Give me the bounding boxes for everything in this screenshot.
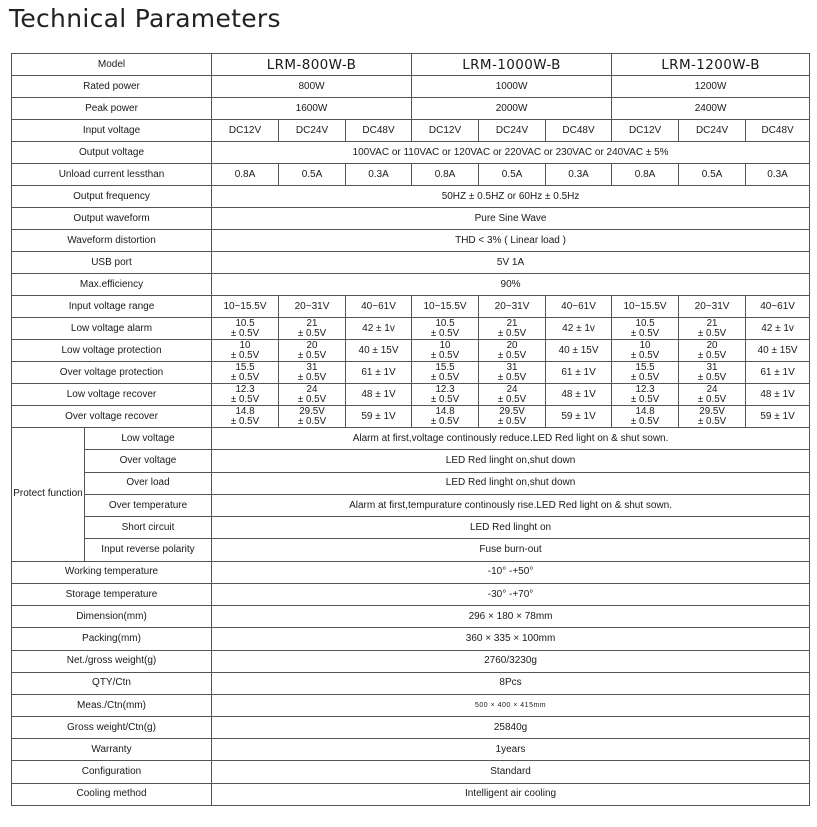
cell <box>279 362 346 384</box>
row-label: Meas./Ctn(mm) <box>12 694 212 716</box>
cell: 40~61V <box>546 296 612 318</box>
table-row <box>12 340 810 362</box>
value-line: 14.8 <box>435 406 455 417</box>
value-line: 20 <box>506 340 518 351</box>
tolerance-line: ± 0.5V <box>630 327 660 339</box>
value-line: 31 <box>506 362 518 373</box>
value-line: 15.5 <box>435 362 455 373</box>
tolerance-line: ± 0.5V <box>230 393 260 405</box>
value-line: 59 ± 1V <box>561 410 596 422</box>
table-row <box>12 318 810 340</box>
cell: DC12V <box>412 120 479 142</box>
cell <box>679 362 746 384</box>
cell: -10° -+50° <box>212 561 810 583</box>
table-row <box>12 208 810 230</box>
cell: 1000W <box>412 76 612 98</box>
tolerance-line: ± 0.5V <box>697 393 727 405</box>
row-label: Output frequency <box>12 186 212 208</box>
cell <box>546 362 612 384</box>
value-line: 61 ± 1V <box>760 366 795 378</box>
protect-item-label: Short circuit <box>85 517 212 539</box>
cell <box>479 318 546 340</box>
protect-item-value: Alarm at first,tempurature continously rise.LED Red light on & shut sown. <box>212 494 810 516</box>
tolerance-line: ± 0.5V <box>230 415 260 427</box>
cell: Pure Sine Wave <box>212 208 810 230</box>
cell <box>346 340 412 362</box>
value-line: 48 ± 1V <box>361 388 396 400</box>
row-label: Storage temperature <box>12 583 212 605</box>
protect-item-value: Fuse burn-out <box>212 539 810 561</box>
value-line: 61 ± 1V <box>361 366 396 378</box>
row-label: Low voltage recover <box>12 384 212 406</box>
row-label: Input voltage <box>12 120 212 142</box>
row-label: Output voltage <box>12 142 212 164</box>
tolerance-line: ± 0.5V <box>697 327 727 339</box>
cell: 360 × 335 × 100mm <box>212 628 810 650</box>
cell: 2000W <box>412 98 612 120</box>
cell <box>346 384 412 406</box>
table-row <box>12 783 810 805</box>
row-label: Waveform distortion <box>12 230 212 252</box>
cell: 0.5A <box>279 164 346 186</box>
tolerance-line: ± 0.5V <box>430 415 460 427</box>
cell <box>746 362 810 384</box>
table-row <box>12 142 810 164</box>
cell: 1years <box>212 739 810 761</box>
row-label: Over voltage protection <box>12 362 212 384</box>
cell: 0.5A <box>479 164 546 186</box>
cell: 500 × 400 × 415mm <box>212 694 810 716</box>
cell <box>612 362 679 384</box>
value-line: 21 <box>706 318 718 329</box>
row-label: Packing(mm) <box>12 628 212 650</box>
cell <box>279 340 346 362</box>
table-row <box>12 561 810 583</box>
value-line: 24 <box>506 384 518 395</box>
row-label: Rated power <box>12 76 212 98</box>
value-line: 29.5V <box>499 406 525 417</box>
cell: DC12V <box>212 120 279 142</box>
row-label: Dimension(mm) <box>12 606 212 628</box>
cell: Intelligent air cooling <box>212 783 810 805</box>
row-label: Input voltage range <box>12 296 212 318</box>
tolerance-line: ± 0.5V <box>297 415 327 427</box>
value-line: 14.8 <box>635 406 655 417</box>
tolerance-line: ± 0.5V <box>430 393 460 405</box>
cell: 2400W <box>612 98 810 120</box>
cell: 0.5A <box>679 164 746 186</box>
cell <box>479 362 546 384</box>
table-row <box>12 650 810 672</box>
table-row <box>12 164 810 186</box>
cell: 90% <box>212 274 810 296</box>
cell <box>346 362 412 384</box>
tolerance-line: ± 0.5V <box>430 327 460 339</box>
protect-item-label: Input reverse polarity <box>85 539 212 561</box>
table-row <box>12 406 810 428</box>
cell: 0.8A <box>412 164 479 186</box>
protect-item-value: LED Red linght on,shut down <box>212 472 810 494</box>
tolerance-line: ± 0.5V <box>230 371 260 383</box>
tolerance-line: ± 0.5V <box>297 327 327 339</box>
cell <box>679 318 746 340</box>
row-label: USB port <box>12 252 212 274</box>
table-row <box>12 428 810 450</box>
row-label: Net./gross weight(g) <box>12 650 212 672</box>
cell <box>479 384 546 406</box>
value-line: 24 <box>306 384 318 395</box>
row-label: Low voltage protection <box>12 340 212 362</box>
row-label: Max.efficiency <box>12 274 212 296</box>
cell <box>746 340 810 362</box>
tolerance-line: ± 0.5V <box>297 371 327 383</box>
value-line: 10.5 <box>235 318 255 329</box>
cell <box>546 384 612 406</box>
protect-function-label: Protect function <box>12 428 85 562</box>
protect-item-value: Alarm at first,voltage continously reduce.LED Red light on & shut sown. <box>212 428 810 450</box>
table-row <box>12 739 810 761</box>
cell <box>412 340 479 362</box>
cell <box>612 318 679 340</box>
cell: 10~15.5V <box>412 296 479 318</box>
cell: 20~31V <box>279 296 346 318</box>
cell: 1600W <box>212 98 412 120</box>
cell <box>746 406 810 428</box>
value-line: 40 ± 15V <box>358 344 399 356</box>
value-line: 20 <box>706 340 718 351</box>
cell <box>279 406 346 428</box>
tolerance-line: ± 0.5V <box>630 349 660 361</box>
table-row <box>12 472 810 494</box>
row-label: Peak power <box>12 98 212 120</box>
table-row <box>12 606 810 628</box>
table-row <box>12 628 810 650</box>
table-row <box>12 450 810 472</box>
cell <box>679 384 746 406</box>
cell <box>612 340 679 362</box>
cell: DC24V <box>679 120 746 142</box>
page-title: Technical Parameters <box>9 4 281 33</box>
value-line: 59 ± 1V <box>361 410 396 422</box>
value-line: 31 <box>706 362 718 373</box>
tolerance-line: ± 0.5V <box>230 327 260 339</box>
table-row <box>12 252 810 274</box>
model-name: LRM-800W-B <box>212 54 412 76</box>
tolerance-line: ± 0.5V <box>630 393 660 405</box>
protect-item-label: Over load <box>85 472 212 494</box>
table-row <box>12 76 810 98</box>
cell <box>212 318 279 340</box>
table-row <box>12 98 810 120</box>
value-line: 31 <box>306 362 318 373</box>
cell <box>746 318 810 340</box>
table-row <box>12 230 810 252</box>
cell <box>546 340 612 362</box>
cell: DC12V <box>612 120 679 142</box>
tolerance-line: ± 0.5V <box>430 371 460 383</box>
value-line: 20 <box>306 340 318 351</box>
table-row <box>12 186 810 208</box>
cell <box>612 384 679 406</box>
spec-table-body <box>12 54 810 806</box>
cell: THD < 3% ( Linear load ) <box>212 230 810 252</box>
protect-item-label: Over voltage <box>85 450 212 472</box>
value-line: 42 ± 1v <box>562 322 595 334</box>
cell <box>412 318 479 340</box>
table-row <box>12 717 810 739</box>
row-label: Gross weight/Ctn(g) <box>12 717 212 739</box>
tolerance-line: ± 0.5V <box>230 349 260 361</box>
value-line: 42 ± 1v <box>761 322 794 334</box>
tolerance-line: ± 0.5V <box>497 327 527 339</box>
protect-item-label: Low voltage <box>85 428 212 450</box>
tolerance-line: ± 0.5V <box>497 393 527 405</box>
cell: 20~31V <box>679 296 746 318</box>
cell <box>212 384 279 406</box>
row-label: Model <box>12 54 212 76</box>
cell: 10~15.5V <box>212 296 279 318</box>
tolerance-line: ± 0.5V <box>697 349 727 361</box>
protect-item-value: LED Red linght on,shut down <box>212 450 810 472</box>
cell <box>412 384 479 406</box>
table-row <box>12 384 810 406</box>
cell: 0.8A <box>212 164 279 186</box>
model-name: LRM-1200W-B <box>612 54 810 76</box>
value-line: 14.8 <box>235 406 255 417</box>
value-line: 61 ± 1V <box>561 366 596 378</box>
row-label: Warranty <box>12 739 212 761</box>
cell <box>412 362 479 384</box>
value-line: 59 ± 1V <box>760 410 795 422</box>
cell: 5V 1A <box>212 252 810 274</box>
cell: 296 × 180 × 78mm <box>212 606 810 628</box>
table-row <box>12 120 810 142</box>
cell: DC48V <box>746 120 810 142</box>
tolerance-line: ± 0.5V <box>497 415 527 427</box>
protect-item-label: Over temperature <box>85 494 212 516</box>
protect-item-value: LED Red linght on <box>212 517 810 539</box>
tolerance-line: ± 0.5V <box>497 349 527 361</box>
row-label: Over voltage recover <box>12 406 212 428</box>
row-label: Output waveform <box>12 208 212 230</box>
cell <box>679 340 746 362</box>
cell: 40~61V <box>346 296 412 318</box>
value-line: 12.3 <box>435 384 455 395</box>
value-line: 48 ± 1V <box>561 388 596 400</box>
cell: Standard <box>212 761 810 783</box>
cell: 40~61V <box>746 296 810 318</box>
tolerance-line: ± 0.5V <box>297 349 327 361</box>
cell: 800W <box>212 76 412 98</box>
cell <box>746 384 810 406</box>
table-row <box>12 672 810 694</box>
tolerance-line: ± 0.5V <box>297 393 327 405</box>
cell: 25840g <box>212 717 810 739</box>
tolerance-line: ± 0.5V <box>630 415 660 427</box>
value-line: 48 ± 1V <box>760 388 795 400</box>
value-line: 21 <box>306 318 318 329</box>
tolerance-line: ± 0.5V <box>697 415 727 427</box>
cell: 50HZ ± 0.5HZ or 60Hz ± 0.5Hz <box>212 186 810 208</box>
row-label: Low voltage alarm <box>12 318 212 340</box>
cell <box>212 362 279 384</box>
cell: 1200W <box>612 76 810 98</box>
row-label: Cooling method <box>12 783 212 805</box>
value-line: 40 ± 15V <box>757 344 798 356</box>
cell <box>412 406 479 428</box>
cell: 2760/3230g <box>212 650 810 672</box>
cell: DC48V <box>346 120 412 142</box>
cell: DC24V <box>279 120 346 142</box>
tolerance-line: ± 0.5V <box>630 371 660 383</box>
row-label: Working temperature <box>12 561 212 583</box>
table-row <box>12 274 810 296</box>
row-label: Unload current lessthan <box>12 164 212 186</box>
cell: 0.3A <box>346 164 412 186</box>
value-line: 12.3 <box>635 384 655 395</box>
row-label: QTY/Ctn <box>12 672 212 694</box>
cell: 10~15.5V <box>612 296 679 318</box>
model-name: LRM-1000W-B <box>412 54 612 76</box>
value-line: 10 <box>439 340 451 351</box>
value-line: 29.5V <box>299 406 325 417</box>
cell <box>212 406 279 428</box>
tolerance-line: ± 0.5V <box>497 371 527 383</box>
value-line: 10.5 <box>435 318 455 329</box>
table-row <box>12 761 810 783</box>
value-line: 24 <box>706 384 718 395</box>
table-row <box>12 296 810 318</box>
cell: 20~31V <box>479 296 546 318</box>
table-row <box>12 517 810 539</box>
cell <box>612 406 679 428</box>
cell <box>279 384 346 406</box>
cell: 0.8A <box>612 164 679 186</box>
cell: 0.3A <box>746 164 810 186</box>
value-line: 10 <box>239 340 251 351</box>
spec-table <box>11 53 810 806</box>
value-line: 12.3 <box>235 384 255 395</box>
cell <box>679 406 746 428</box>
cell: 8Pcs <box>212 672 810 694</box>
row-label: Configuration <box>12 761 212 783</box>
cell <box>346 318 412 340</box>
table-row <box>12 494 810 516</box>
value-line: 10.5 <box>635 318 655 329</box>
cell <box>546 406 612 428</box>
cell <box>546 318 612 340</box>
value-line: 40 ± 15V <box>558 344 599 356</box>
value-line: 15.5 <box>235 362 255 373</box>
cell <box>479 406 546 428</box>
tolerance-line: ± 0.5V <box>697 371 727 383</box>
cell <box>479 340 546 362</box>
value-line: 42 ± 1v <box>362 322 395 334</box>
table-row <box>12 694 810 716</box>
table-row <box>12 362 810 384</box>
value-line: 21 <box>506 318 518 329</box>
value-line: 10 <box>639 340 651 351</box>
cell: DC48V <box>546 120 612 142</box>
value-line: 29.5V <box>699 406 725 417</box>
cell: DC24V <box>479 120 546 142</box>
table-row <box>12 539 810 561</box>
cell: -30° -+70° <box>212 583 810 605</box>
table-row <box>12 54 810 76</box>
cell <box>346 406 412 428</box>
value-line: 15.5 <box>635 362 655 373</box>
cell <box>212 340 279 362</box>
cell: 100VAC or 110VAC or 120VAC or 220VAC or 230VAC or 240VAC ± 5% <box>212 142 810 164</box>
cell: 0.3A <box>546 164 612 186</box>
tolerance-line: ± 0.5V <box>430 349 460 361</box>
table-row <box>12 583 810 605</box>
cell <box>279 318 346 340</box>
